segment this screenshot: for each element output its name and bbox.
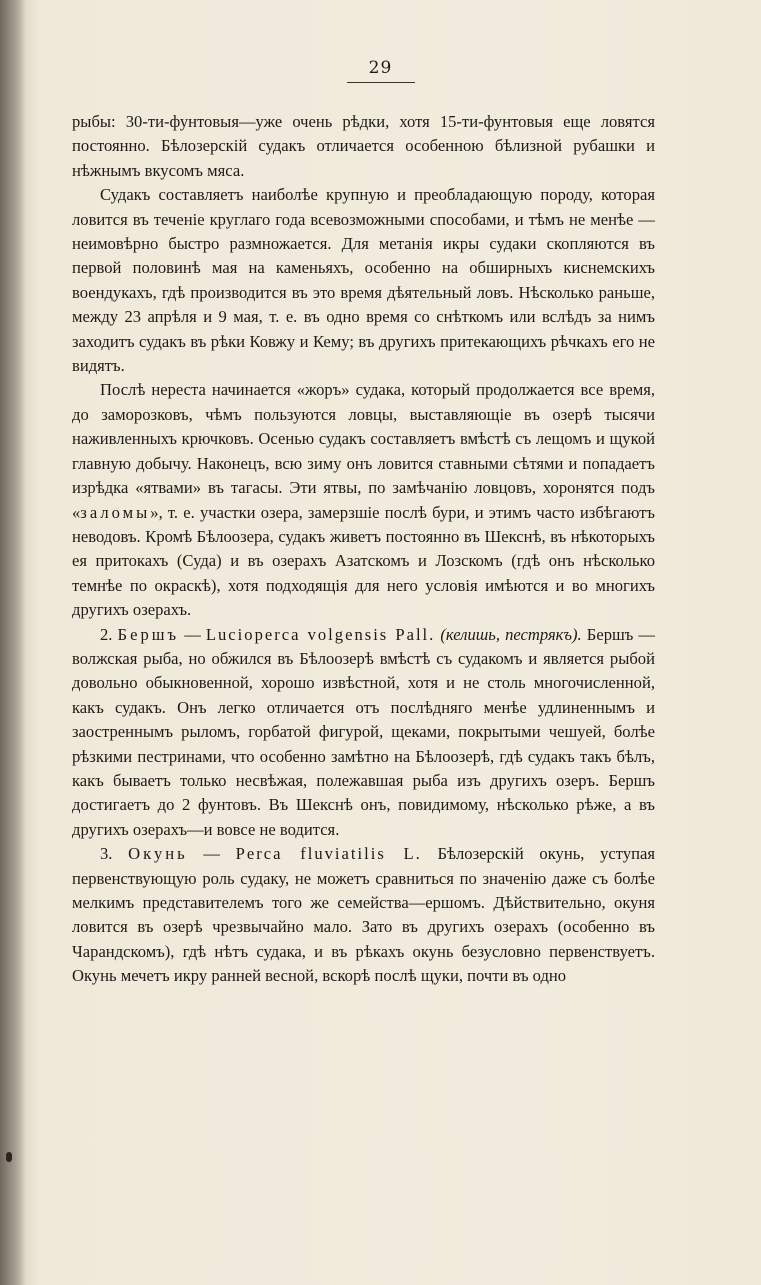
species-name: Бершъ — [117, 624, 180, 644]
species-name: Окунь — [128, 844, 188, 864]
paragraph-text: Судакъ составляетъ наиболѣе крупную и преобладающую породу, которая ловится въ теченіе круглаго года всевозможными способами, и тѣмъ не менѣе — неимовѣрно быстро размножается. Для метанія икры судаки скопляются въ первой половинѣ мая на каменьяхъ, особенно на обширныхъ киснемскихъ воендукахъ, гдѣ производится въ это время дѣятельный ловъ. Нѣсколько раньше, между 23 апрѣля и 9 мая, т. е. въ одно время со снѣткомъ или вслѣдъ за нимъ заходитъ судакъ въ рѣки Ковжу и Кему; въ другихъ притекающихъ рѣчкахъ его не видятъ. — [72, 185, 655, 376]
paragraph-text: рыбы: 30-ти-фунтовыя—уже очень рѣдки, хотя 15-ти-фунтовыя еще ловятся постоянно. Бѣлозерскій судакъ отличается особенною бѣлизной рубашки и нѣжнымъ вкусомъ мяса. — [72, 112, 655, 180]
paragraph-text: Послѣ нереста начинается «жоръ» судака, который продолжается все время, до заморозковъ, чѣмъ пользуются ловцы, выставляющіе въ озерѣ тысячи наживленныхъ крючковъ. Осенью судакъ составляетъ вмѣстѣ съ лещомъ и щукой главную добычу. Наконецъ, всю зиму онъ ловится ставными сѣтями и попадаетъ изрѣдка «ятвами» въ тагасы. Эти ятвы, по замѣчанію ловцовъ, хоронятся подъ « — [72, 380, 655, 522]
species-number: 3. — [100, 844, 113, 864]
species-entry-bersh — [72, 623, 655, 843]
paragraph-continued — [72, 110, 655, 183]
page-header — [0, 58, 761, 83]
species-entry-okun — [72, 842, 655, 988]
species-number: 2. — [100, 624, 113, 644]
latin-name: Perca fluviatilis L. — [235, 844, 422, 864]
paragraph — [72, 378, 655, 622]
paragraph-text: Бѣлозерскій окунь, уступая первенствующую роль судаку, не можетъ сравниться по значенію даже съ болѣе мелкимъ представителемъ того же семейства—ершомъ. Дѣйствительно, окуня ловится въ озерѣ чрезвычайно мало. Зато въ другихъ озерахъ (особенно въ Чарандскомъ), гдѣ нѣтъ судака, и въ рѣкахъ окунь безусловно первенствуетъ. Окунь мечетъ икру ранней весной, вскорѣ послѣ щуки, почти въ одно — [72, 844, 655, 986]
local-names: (келишь, пестрякъ). — [440, 624, 582, 644]
text-body — [72, 110, 655, 989]
species-dash: — — [179, 624, 206, 644]
spaced-term: заломы — [80, 502, 151, 522]
latin-name: Lucioperca volgensis Pall. — [205, 624, 436, 644]
page-number: 29 — [347, 58, 415, 83]
paragraph-text: Бершъ — волжская рыба, но обжился въ Бѣлоозерѣ вмѣстѣ съ судакомъ и является рыбой довольно обыкновенной, хорошо извѣстной, хотя и не столь многочисленной, какъ судакъ. Онъ легко отличается отъ послѣдняго менѣе удлиненнымъ и заостреннымъ рыломъ, горбатой фигурой, щеками, покрытыми чешуей, болѣе рѣзкими пестринами, что особенно замѣтно на Бѣлоозерѣ, гдѣ судакъ такъ бѣлъ, какъ бываетъ только несвѣжая, полежавшая рыба изъ другихъ озеръ. Бершъ достигаетъ до 2 фунтовъ. Въ Шекснѣ онъ, повидимому, нѣсколько рѣже, а въ другихъ озерахъ—и вовсе не водится. — [72, 624, 656, 839]
binding-mark — [6, 1152, 12, 1162]
species-dash: — — [187, 844, 236, 864]
paragraph-text: », т. е. участки озера, замерзшіе послѣ бури, и этимъ часто избѣгаютъ неводовъ. Кромѣ Бѣлоозера, судакъ живетъ постоянно въ Шекснѣ, въ нѣкоторыхъ ея притокахъ (Суда) и въ озерахъ Азатскомъ и Лозскомъ (гдѣ онъ нѣсколько темнѣе по окраскѣ), хотя подходящія для него условія имѣются и во многихъ другихъ озерахъ. — [72, 502, 655, 620]
paragraph — [72, 183, 655, 378]
binding-shadow — [0, 0, 26, 1285]
